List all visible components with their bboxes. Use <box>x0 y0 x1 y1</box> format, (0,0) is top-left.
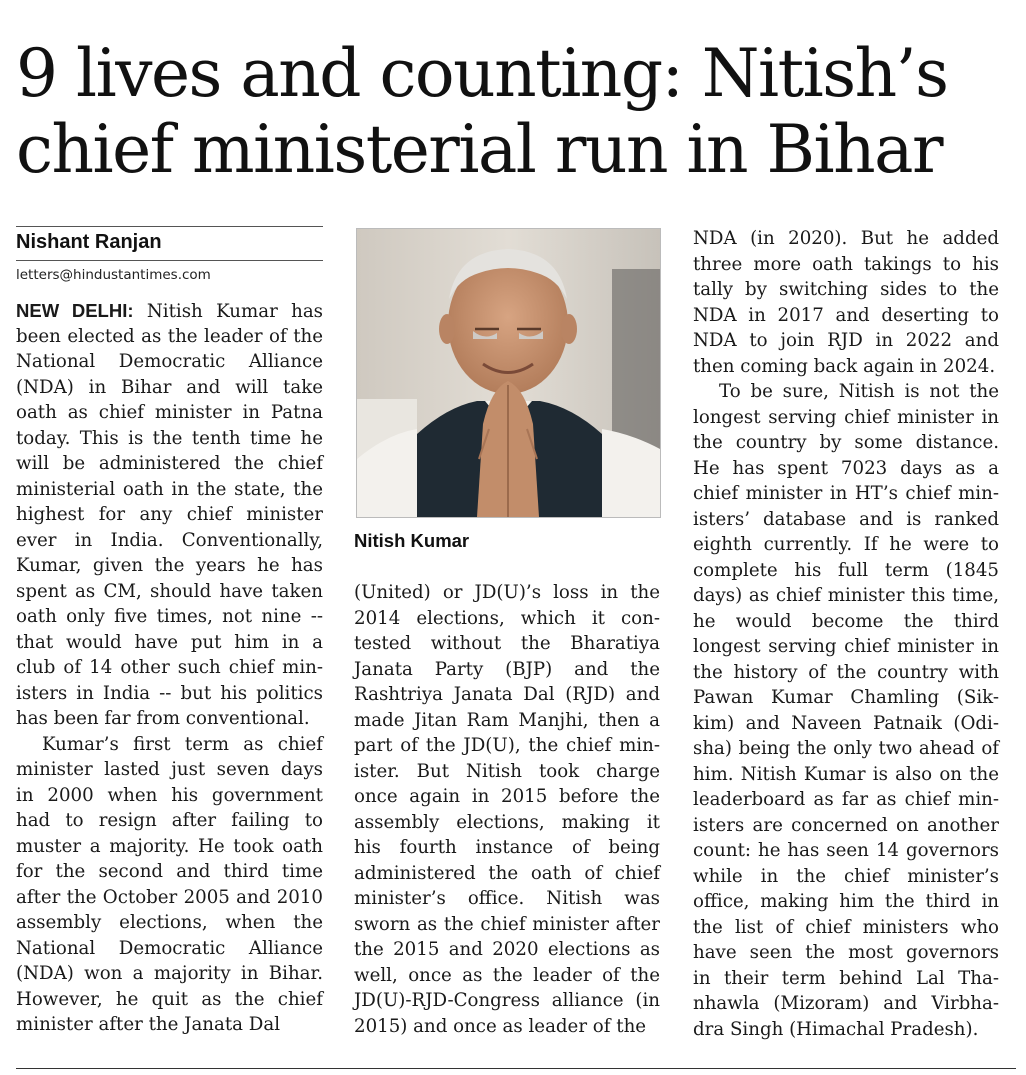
bottom-rule <box>16 1068 1016 1069</box>
article-line: oath as chief minister in Patna <box>16 402 323 423</box>
article-line: To be sure, Nitish is not the <box>719 381 999 402</box>
article-line: well, once as the leader of the <box>354 964 660 986</box>
article-line: has been far from conventional. <box>16 708 310 729</box>
headline <box>16 36 1016 188</box>
article-line: in 2000 when his government <box>16 784 323 806</box>
article-line: NDA in 2017 and deserting to <box>693 304 999 326</box>
article-line: sha) being the only two ahead of <box>693 738 999 759</box>
article-line: spent as CM, should have taken <box>16 580 323 602</box>
byline-author: Nishant Ranjan <box>16 231 162 253</box>
article-line: assembly elections, making it <box>354 811 660 833</box>
article-column-2 <box>354 580 660 1039</box>
photo-caption: Nitish Kumar <box>354 530 470 551</box>
article-line: tally by switching sides to the <box>693 279 999 300</box>
article-line <box>16 298 323 324</box>
article-line: office, making him the third in <box>693 891 999 912</box>
article-line: administered the oath of chief <box>354 862 660 884</box>
article-line: Janata Party (BJP) and the <box>354 658 660 680</box>
article-line: NDA to join RJD in 2022 and <box>693 330 999 351</box>
article-line: dra Singh (Himachal Pradesh). <box>693 1018 979 1040</box>
article-line: the 2015 and 2020 elections as <box>354 939 660 960</box>
byline-email: letters@hindustantimes.com <box>16 267 211 283</box>
byline-top-rule <box>16 226 323 227</box>
article-line: longest serving chief minister in <box>693 406 999 428</box>
article-line: sworn as the chief minister after <box>354 913 660 935</box>
article-line: Kumar’s first term as chief <box>42 733 323 755</box>
article-line: count: he has seen 14 governors <box>693 840 999 861</box>
article-line: club of 14 other such chief min- <box>16 657 323 678</box>
portrait-photo <box>356 228 661 518</box>
article-line: Kumar, given the years he has <box>16 555 323 576</box>
article-line: chief minister in HT’s chief min- <box>693 483 999 504</box>
article-line: his fourth instance of being <box>354 837 660 858</box>
article-line: been elected as the leader of the <box>16 325 323 347</box>
article-line: part of the JD(U), the chief min- <box>354 735 660 756</box>
article-line: after the October 2005 and 2010 <box>16 886 323 908</box>
article-line: days) as chief minister this time, <box>693 585 999 606</box>
article-line: once again in 2015 before the <box>354 786 660 807</box>
article-line: National Democratic Alliance <box>16 937 323 959</box>
article-column-3 <box>693 226 999 1042</box>
article-line: today. This is the tenth time he <box>16 427 323 449</box>
article-line: minister after the Janata Dal <box>16 1014 281 1035</box>
article-line: made Jitan Ram Manjhi, then a <box>354 709 660 731</box>
dateline: NEW DELHI: <box>16 300 134 321</box>
article-line: while in the chief minister’s <box>693 865 999 887</box>
article-line: 2015) and once as leader of the <box>354 1015 647 1037</box>
headline-line-1: 9 lives and counting: Nitish’s <box>16 35 948 112</box>
article-line: for the second and third time <box>16 861 323 882</box>
article-line: had to resign after failing to <box>16 810 323 831</box>
article-line: will be administered the chief <box>16 453 323 474</box>
article-line: the history of the country with <box>693 661 999 683</box>
byline-bottom-rule <box>16 260 323 261</box>
article-line: ister. But Nitish took charge <box>354 760 660 782</box>
article-line: tested without the Bharatiya <box>354 633 660 654</box>
article-line: minister’s office. Nitish was <box>354 888 660 909</box>
article-line: leaderboard as far as chief min- <box>693 789 999 810</box>
article-line: Rashtriya Janata Dal (RJD) and <box>354 684 660 705</box>
article-line: (United) or JD(U)’s loss in the <box>354 582 660 603</box>
article-line: highest for any chief minister <box>16 504 323 525</box>
article-line: assembly elections, when the <box>16 912 323 933</box>
article-line: kim) and Naveen Patnaik (Odi- <box>693 712 999 734</box>
article-line: oath only five times, not nine -- <box>16 606 323 627</box>
article-line: isters in India -- but his politics <box>16 682 323 704</box>
article-line: Pawan Kumar Chamling (Sik- <box>693 687 999 708</box>
article-line: nhawla (Mizoram) and Virbha- <box>693 993 999 1014</box>
article-column-1 <box>16 298 323 1038</box>
article-line: minister lasted just seven days <box>16 759 323 780</box>
headline-line-2: chief ministerial run in Bihar <box>16 111 943 188</box>
article-line: ministerial oath in the state, the <box>16 478 323 500</box>
article-line: He has spent 7023 days as a <box>693 457 999 479</box>
portrait-illustration <box>357 229 660 517</box>
article-line: in their term behind Lal Tha- <box>693 967 999 989</box>
article-line: that would have put him in a <box>16 631 323 653</box>
article-line: complete his full term (1845 <box>693 559 999 581</box>
article-line: the list of chief ministers who <box>693 916 999 938</box>
article-line: then coming back again in 2024. <box>693 355 996 377</box>
article-line: (NDA) won a majority in Bihar. <box>16 963 323 984</box>
article-line-text: Nitish Kumar has <box>133 301 323 322</box>
article-line: isters are concerned on another <box>693 814 999 836</box>
article-line: he would become the third <box>693 610 999 632</box>
article-line: longest serving chief minister in <box>693 636 999 657</box>
article-line: three more oath takings to his <box>693 253 999 275</box>
article-line: National Democratic Alliance <box>16 351 323 372</box>
article-line: isters’ database and is ranked <box>693 508 999 530</box>
article-line: (NDA) in Bihar and will take <box>16 376 323 398</box>
article-line: eighth currently. If he were to <box>693 534 999 555</box>
article-line: have seen the most governors <box>693 942 999 963</box>
article-line: muster a majority. He took oath <box>16 835 323 857</box>
article-line: NDA (in 2020). But he added <box>693 228 999 249</box>
article-line: the country by some distance. <box>693 432 999 453</box>
article-line: However, he quit as the chief <box>16 988 323 1010</box>
article-line: JD(U)-RJD-Congress alliance (in <box>354 990 660 1011</box>
article-line: him. Nitish Kumar is also on the <box>693 763 999 785</box>
article-line: 2014 elections, which it con- <box>354 607 660 629</box>
article-line: ever in India. Conventionally, <box>16 529 323 551</box>
